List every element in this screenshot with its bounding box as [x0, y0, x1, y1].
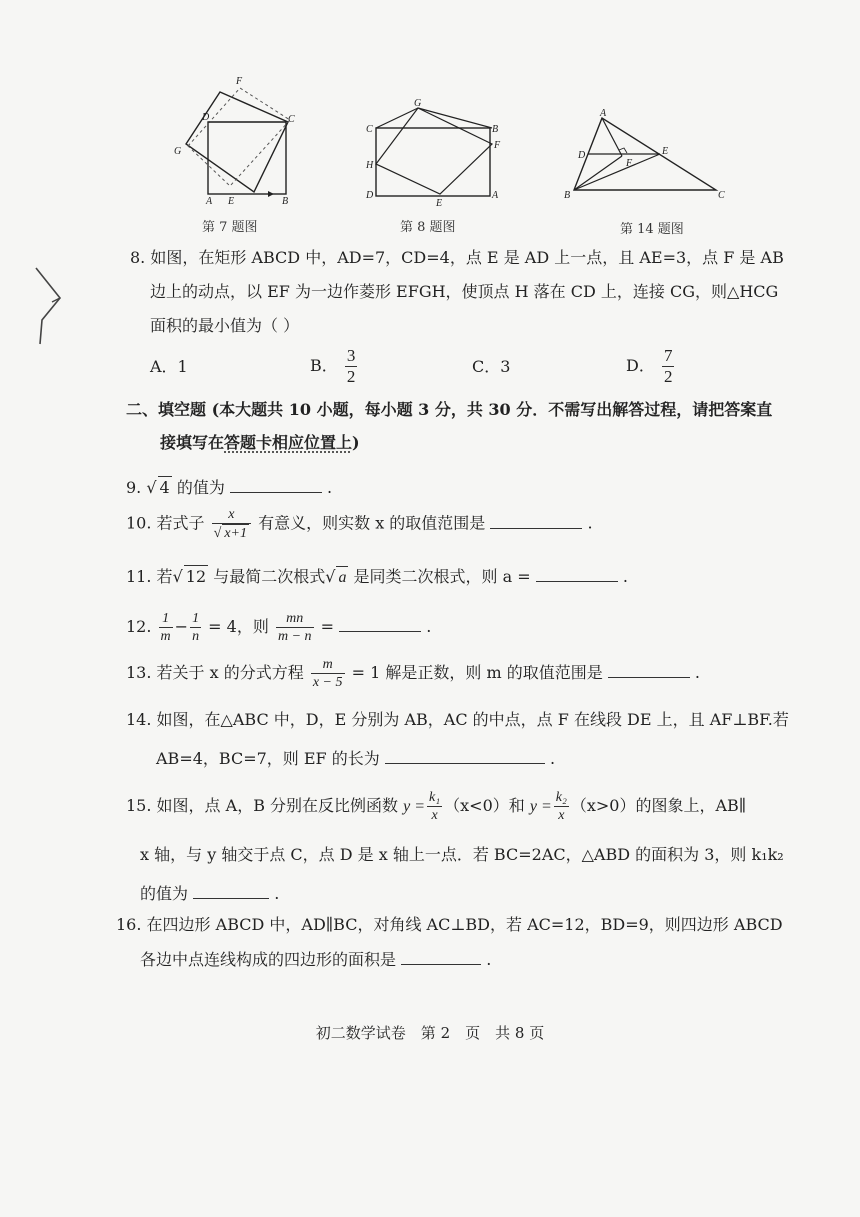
q10-frac-num: x: [212, 506, 251, 524]
figure-14-caption: 第 14 题图: [620, 222, 684, 237]
q15-end: .: [274, 884, 280, 903]
figure-8-diagram: [358, 96, 508, 208]
q14-line2: [156, 747, 555, 770]
q9-text: 的值为: [176, 478, 225, 497]
q8-number: 8.: [130, 248, 146, 267]
q15-x2: x: [558, 808, 565, 823]
fig14-label-b: B: [564, 190, 571, 201]
q12-number: 12.: [126, 617, 152, 636]
q13-answer-blank[interactable]: [608, 661, 690, 678]
q8-option-b-den: 2: [346, 367, 356, 386]
pencil-mark: [30, 262, 70, 352]
fig8-label-c: C: [366, 124, 373, 135]
q11-radicand-1: 12: [185, 567, 207, 586]
fig14-label-e: E: [662, 146, 669, 157]
fig7-label-f: F: [236, 76, 243, 87]
q14-answer-blank[interactable]: [385, 747, 545, 764]
q15-fraction-2: [554, 789, 569, 824]
q8-option-b-fraction: [345, 346, 358, 387]
q8-text-2: 边上的动点，以 EF 为一边作菱形 EFGH，使顶点 H 落在 CD 上，连接 CG，则△HCG: [150, 282, 779, 301]
q12-fraction-1: [159, 610, 173, 645]
q12-f3-num: mn: [276, 610, 314, 628]
q12-answer-blank[interactable]: [339, 615, 421, 632]
q8-option-d-num: 7: [663, 346, 673, 365]
figure-14: [564, 108, 734, 237]
q8-text-3: 面积的最小值为（ ）: [150, 316, 300, 335]
q12-f2-num: 1: [192, 611, 200, 626]
q15-line1: [126, 789, 746, 824]
q9-answer-blank[interactable]: [230, 476, 322, 493]
q14-end: .: [549, 749, 556, 768]
q8-option-a: A．1: [150, 357, 188, 376]
fig8-label-d: D: [366, 190, 374, 201]
fig7-label-a: A: [206, 196, 213, 207]
q8-option-b: [310, 346, 359, 387]
q11: 11. 若√ 12 与最简二次根式√ a 是同类二次根式，则 a = .: [126, 565, 628, 589]
q16-text-1: 在四边形 ABCD 中，AD∥BC，对角线 AC⊥BD，若 AC=12，BD=9，则四边形 ABCD: [146, 915, 783, 934]
fig14-label-d: D: [578, 150, 586, 161]
q8-option-b-label: B．: [310, 356, 338, 375]
q8-option-d-label: D．: [626, 356, 655, 375]
q14-line1: [126, 709, 789, 731]
q8-option-d: [626, 346, 676, 387]
q10-post: 有意义，则实数 x 的取值范围是: [258, 513, 486, 533]
q12-f1-den: m: [160, 629, 171, 644]
figure-8-caption: 第 8 题图: [400, 220, 456, 235]
q10: [126, 506, 593, 542]
q16-number: 16.: [116, 915, 142, 934]
q15-number: 15.: [126, 796, 152, 815]
q15-text-2: x 轴，与 y 轴交于点 C，点 D 是 x 轴上一点．若 BC=2AC，△ABD 的面积为 3，则 k₁k₂: [140, 845, 784, 864]
q15-cond2: （x>0）的图象上，AB∥: [570, 796, 747, 815]
q16-line2: [140, 948, 491, 971]
q14-text-1: 如图，在△ABC 中，D，E 分别为 AB，AC 的中点，点 F 在线段 DE 上，且 AF⊥BF.若: [156, 710, 789, 729]
q12-post: =: [320, 617, 335, 636]
section2-header: [126, 399, 772, 421]
section2-desc-2: [160, 432, 360, 454]
q10-answer-blank[interactable]: [490, 512, 582, 529]
q8-option-b-num: 3: [346, 346, 356, 365]
q9-end: .: [327, 478, 333, 497]
figure-8: [358, 96, 508, 234]
q15-fraction-1: [427, 789, 442, 824]
q10-end: .: [587, 513, 593, 533]
fig14-label-c: C: [718, 190, 725, 201]
fig7-label-d: D: [202, 112, 210, 123]
figure-7: [168, 74, 308, 234]
q12-f1-num: 1: [159, 610, 173, 628]
fig7-label-g: G: [174, 146, 182, 157]
q12: [126, 610, 431, 645]
section2-desc-2-end: ): [352, 433, 360, 452]
q13-fraction: [311, 656, 345, 691]
q9-radicand: 4: [159, 478, 170, 497]
fig7-label-c: C: [288, 114, 295, 125]
q15-k1: k₁: [429, 790, 441, 805]
q11-end: .: [622, 567, 628, 586]
q15-line3: [140, 882, 279, 905]
fig8-label-b: B: [492, 124, 499, 135]
q13: [126, 656, 700, 691]
fig7-label-e: E: [228, 196, 235, 207]
q15-cond1: （x<0）和: [444, 796, 525, 815]
fig7-label-b: B: [282, 196, 289, 207]
q9-number: 9.: [126, 478, 142, 497]
q13-end: .: [694, 663, 700, 682]
q12-fraction-3: [276, 610, 314, 645]
q12-end: .: [426, 617, 432, 636]
fig8-label-g: G: [414, 98, 422, 109]
q15-answer-blank[interactable]: [193, 882, 269, 899]
q10-fraction: [212, 506, 251, 542]
q13-frac-den: x − 5: [312, 675, 343, 690]
q12-f3-den: m − n: [277, 629, 312, 644]
q15-pre: 如图，点 A，B 分别在反比例函数: [156, 796, 399, 815]
q8-line1: [130, 247, 784, 269]
section2-desc-2-plain: 接填写在: [160, 433, 225, 452]
q12-minus: −: [174, 617, 189, 636]
q15-y1: y =: [403, 798, 426, 815]
q11-pre: 若: [156, 567, 173, 586]
q9: 9. √ 4 的值为 .: [126, 478, 333, 497]
fig14-label-f: F: [626, 158, 633, 169]
section2-desc-2-dotted: 答题卡相应位置上: [224, 433, 353, 452]
q15-text-3: 的值为: [140, 884, 189, 903]
q8-option-d-fraction: [662, 346, 675, 387]
q14-number: 14.: [126, 710, 152, 729]
q10-number: 10.: [126, 513, 152, 533]
fig8-label-f: F: [494, 140, 501, 151]
q11-mid: 与最简二次根式: [213, 567, 326, 586]
figure-14-diagram: [564, 108, 734, 204]
q10-frac-den: √ x+1: [213, 526, 248, 541]
q13-number: 13.: [126, 663, 152, 682]
q14-text-2: AB=4，BC=7，则 EF 的长为: [156, 749, 380, 768]
q15-k2: k₂: [555, 790, 567, 805]
fig8-label-e: E: [436, 198, 443, 208]
q16-line1: [116, 914, 783, 936]
q11-number: 11.: [126, 567, 152, 586]
q10-pre: 若式子: [156, 513, 205, 533]
q8-text-1: 如图，在矩形 ABCD 中，AD=7，CD=4，点 E 是 AD 上一点，且 AE=3，点 F 是 AB: [150, 248, 784, 267]
q12-f2-den: n: [192, 629, 200, 644]
q8-option-c: C．3: [472, 357, 511, 376]
fig14-label-a: A: [600, 108, 607, 119]
q8-option-d-den: 2: [663, 367, 673, 386]
q16-end: .: [486, 950, 492, 969]
q11-radicand-2: a: [336, 566, 348, 589]
fig8-label-h: H: [366, 160, 374, 171]
section2-desc-1: (本大题共 10 小题，每小题 3 分，共 30 分．不需写出解答过程，请把答案直: [211, 400, 773, 419]
figure-7-diagram: [168, 74, 308, 209]
q12-fraction-2: [190, 610, 201, 645]
q13-pre: 若关于 x 的分式方程: [156, 663, 304, 682]
q15-y2: y =: [529, 798, 552, 815]
page-footer: 初二数学试卷 第 2 页 共 8 页: [315, 1024, 545, 1042]
q11-answer-blank[interactable]: [536, 565, 618, 582]
q13-post: = 1 解是正数，则 m 的取值范围是: [351, 663, 603, 682]
q13-frac-num: m: [311, 656, 345, 674]
q11-post: 是同类二次根式，则 a =: [353, 567, 531, 586]
section2-title: 二、填空题: [126, 400, 207, 419]
q12-eq: = 4，则: [208, 617, 269, 636]
fig8-label-a: A: [492, 190, 499, 201]
q16-text-2: 各边中点连线构成的四边形的面积是: [140, 950, 397, 969]
q16-answer-blank[interactable]: [401, 948, 481, 965]
q15-x1: x: [431, 808, 438, 823]
figure-7-caption: 第 7 题图: [202, 220, 258, 235]
q10-frac-den-radicand: x+1: [224, 526, 248, 541]
